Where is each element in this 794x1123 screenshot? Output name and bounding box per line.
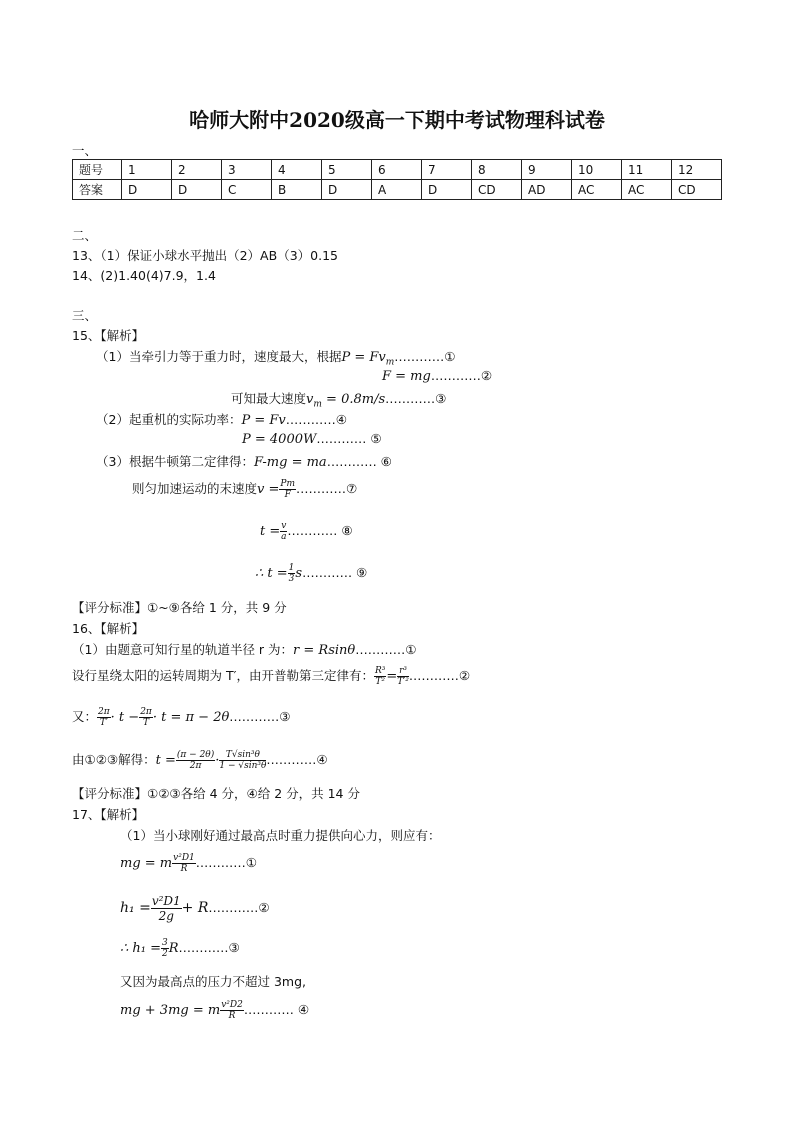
q17-line-2 — [120, 853, 257, 874]
answer-table-number-row — [73, 160, 722, 180]
q16-l3-fraction-1 — [97, 707, 111, 728]
q17-l4-math: ∴ h₁ = — [120, 941, 162, 956]
q15-l7-math: v = — [257, 482, 280, 497]
q15-l9-unit: s — [295, 566, 303, 581]
q16-score: 【评分标准】①②③各给 4 分，④给 2 分，共 14 分 — [72, 786, 360, 801]
q15-heading: 15、【解析】 — [72, 328, 145, 343]
q17-heading: 17、【解析】 — [72, 807, 145, 822]
fraction-denominator: 2g — [158, 909, 174, 923]
fraction-numerator: Pm — [280, 479, 295, 489]
fraction-denominator: R — [180, 864, 188, 874]
number-cell: 7 — [422, 160, 472, 180]
q15-l7-fraction — [279, 479, 296, 500]
number-cell: 8 — [472, 160, 522, 180]
q16-heading: 16、【解析】 — [72, 621, 145, 636]
q15-line-5 — [242, 431, 382, 447]
answer-cell: AD — [522, 180, 572, 200]
q15-line-3 — [231, 389, 446, 410]
q16-l2-fraction-1 — [374, 666, 386, 687]
q15-l5-math: P = 4000W — [242, 432, 317, 447]
fraction-denominator: a — [281, 532, 287, 542]
answer-cell: CD — [472, 180, 522, 200]
q15-l3-tail: …………③ — [385, 391, 447, 406]
q17-l2-fraction — [172, 853, 196, 874]
q15-line-4 — [96, 410, 347, 428]
q17-l6-math: mg + 3mg = m — [120, 1003, 221, 1018]
q17-line-3 — [120, 894, 270, 923]
section-3-label: 三、 — [72, 308, 98, 323]
q15-l2-tail: …………② — [430, 368, 493, 383]
page-title: 哈师大附中2020级高一下期中考试物理科试卷 — [189, 108, 605, 132]
row-header-number: 题号 — [73, 160, 122, 180]
answer-cell: C — [222, 180, 272, 200]
answer-cell: AC — [572, 180, 622, 200]
q16-l4-dot: · — [215, 753, 220, 768]
q16-l4-fraction-1 — [176, 750, 215, 771]
q17-line-6 — [120, 1000, 309, 1021]
fraction-denominator: F — [284, 490, 291, 500]
q16-l4-fraction-2 — [219, 750, 266, 771]
q15-line-7 — [132, 479, 357, 500]
q15-l6-tail: ………… ⑥ — [326, 454, 392, 469]
answer-cell: A — [372, 180, 422, 200]
q17-line-5: 又因为最高点的压力不超过 3mg, — [120, 974, 307, 989]
number-cell: 9 — [522, 160, 572, 180]
q16-line-2 — [72, 666, 470, 687]
q15-l3-sub: m — [313, 399, 322, 410]
q15-l3-math2: = 0.8m/s — [321, 392, 386, 407]
q16-line-3 — [72, 707, 291, 728]
fraction-numerator: v²D1 — [173, 853, 195, 863]
q15-line-6 — [96, 452, 392, 470]
number-cell: 6 — [372, 160, 422, 180]
q15-l4-tail: …………④ — [285, 412, 347, 427]
fraction-numerator: 3 — [162, 938, 168, 948]
section-1-label: 一、 — [72, 143, 98, 158]
q15-l8-math: t = — [260, 524, 281, 539]
answer-cell: D — [172, 180, 222, 200]
q17-l3-tail: …………② — [208, 900, 270, 915]
q16-l1-tail: …………① — [355, 642, 417, 657]
q17-l3-math2: + R — [181, 900, 209, 916]
q16-l3-mid: · t − — [110, 710, 140, 725]
q17-l3-math: h₁ = — [120, 900, 151, 916]
q15-l2-math: F = mg — [382, 369, 431, 384]
q16-line-4 — [72, 750, 328, 771]
q16-l4-tail: …………④ — [266, 752, 328, 767]
fraction-denominator: R — [228, 1011, 236, 1021]
q17-l4-tail: …………③ — [178, 940, 240, 955]
answer-table-answer-row — [73, 180, 722, 200]
number-cell: 11 — [622, 160, 672, 180]
fraction-numerator: 1 — [288, 563, 295, 573]
q16-l4-text: 由①②③解得： — [72, 752, 156, 767]
q17-line-1: （1）当小球刚好通过最高点时重力提供向心力，则应有： — [120, 828, 441, 843]
fraction-denominator: T′² — [397, 677, 409, 687]
fraction-numerator: v²D2 — [221, 1000, 243, 1010]
q15-line-1 — [96, 347, 456, 368]
q16-l4-math: t = — [155, 753, 176, 768]
answer-cell: D — [422, 180, 472, 200]
number-cell: 3 — [222, 160, 272, 180]
q16-l1-math: r = Rsinθ — [293, 643, 356, 658]
q15-l4-text: （2）起重机的实际功率： — [96, 412, 242, 427]
q17-l2-tail: …………① — [195, 855, 257, 870]
q15-l7-text: 则匀加速运动的末速度 — [132, 481, 258, 496]
q15-l5-tail: ………… ⑤ — [316, 431, 382, 446]
q15-l9-tail: ………… ⑨ — [302, 565, 368, 580]
q16-l1-text: （1）由题意可知行星的轨道半径 r 为： — [72, 642, 294, 657]
fraction-numerator: v — [281, 521, 287, 531]
section-2-label: 二、 — [72, 228, 98, 243]
fraction-denominator: T² — [375, 677, 385, 687]
row-header-answer: 答案 — [73, 180, 122, 200]
q16-l2-text: 设行星绕太阳的运转周期为 T′，由开普勒第三定律有： — [72, 668, 374, 683]
answer-cell: CD — [672, 180, 722, 200]
q15-line-9 — [255, 563, 367, 584]
q17-l3-fraction — [151, 894, 182, 923]
fraction-numerator: R³ — [374, 666, 386, 676]
q17-line-4 — [120, 938, 240, 959]
q15-l1-sub: m — [385, 357, 395, 368]
q15-line-8 — [260, 521, 353, 542]
q16-l3-math: · t = π − 2θ — [152, 710, 230, 725]
q15-l3-math: v — [306, 392, 314, 407]
fraction-numerator: v²D1 — [151, 894, 181, 908]
q17-l6-fraction — [220, 1000, 244, 1021]
number-cell: 10 — [572, 160, 622, 180]
fraction-numerator: 2π — [98, 707, 110, 717]
number-cell: 12 — [672, 160, 722, 180]
q15-score: 【评分标准】①~⑨各给 1 分，共 9 分 — [72, 600, 287, 615]
q17-l4-fraction — [161, 938, 169, 959]
fraction-denominator: 3 — [288, 574, 295, 584]
answer-cell: AC — [622, 180, 672, 200]
q15-l1-tail: …………① — [394, 349, 456, 364]
fraction-denominator: 2π — [189, 761, 202, 771]
answer-cell: D — [122, 180, 172, 200]
fraction-numerator: T√sin³θ — [219, 750, 266, 761]
answer-cell: D — [322, 180, 372, 200]
q15-l6-text: （3）根据牛顿第二定律得： — [96, 454, 254, 469]
q15-l7-tail: …………⑦ — [295, 481, 358, 496]
q16-l3-tail: …………③ — [229, 709, 291, 724]
number-cell: 4 — [272, 160, 322, 180]
fraction-denominator: T′ — [99, 718, 108, 728]
q16-l2-eq: = — [386, 669, 398, 684]
q15-l8-tail: ………… ⑧ — [287, 523, 353, 538]
answer-13: 13、（1）保证小球水平抛出（2）AB（3）0.15 — [72, 248, 338, 263]
q16-l3-text: 又： — [72, 709, 98, 724]
q15-l1-math: P = Fv — [341, 350, 386, 365]
fraction-numerator: (π − 2θ) — [176, 750, 215, 760]
q15-l6-math: F-mg = ma — [253, 455, 327, 470]
fraction-denominator: 1 − √sin³θ — [219, 761, 267, 771]
fraction-denominator: T — [143, 718, 150, 728]
answer-14: 14、(2)1.40(4)7.9，1.4 — [72, 268, 216, 283]
q16-l3-fraction-2 — [139, 707, 153, 728]
q16-l2-tail: …………② — [408, 668, 471, 683]
fraction-denominator: 2 — [162, 949, 168, 959]
fraction-numerator: 2π — [140, 707, 152, 717]
q15-l4-math: P = Fv — [241, 413, 286, 428]
q17-l4-math2: R — [168, 941, 179, 956]
q15-l9-math: ∴ t = — [255, 566, 288, 581]
answer-cell: B — [272, 180, 322, 200]
q15-l1-text: （1）当牵引力等于重力时，速度最大，根据 — [96, 349, 342, 364]
number-cell: 1 — [122, 160, 172, 180]
q16-line-1 — [72, 640, 416, 658]
answer-table — [72, 159, 722, 200]
number-cell: 2 — [172, 160, 222, 180]
q17-l6-tail: ………… ④ — [243, 1002, 310, 1017]
number-cell: 5 — [322, 160, 372, 180]
fraction-numerator: r³ — [399, 666, 408, 676]
q15-line-2 — [382, 368, 492, 384]
q16-l2-fraction-2 — [397, 666, 409, 687]
q15-l3-text: 可知最大速度 — [231, 391, 307, 406]
q17-l2-math: mg = m — [120, 856, 173, 871]
